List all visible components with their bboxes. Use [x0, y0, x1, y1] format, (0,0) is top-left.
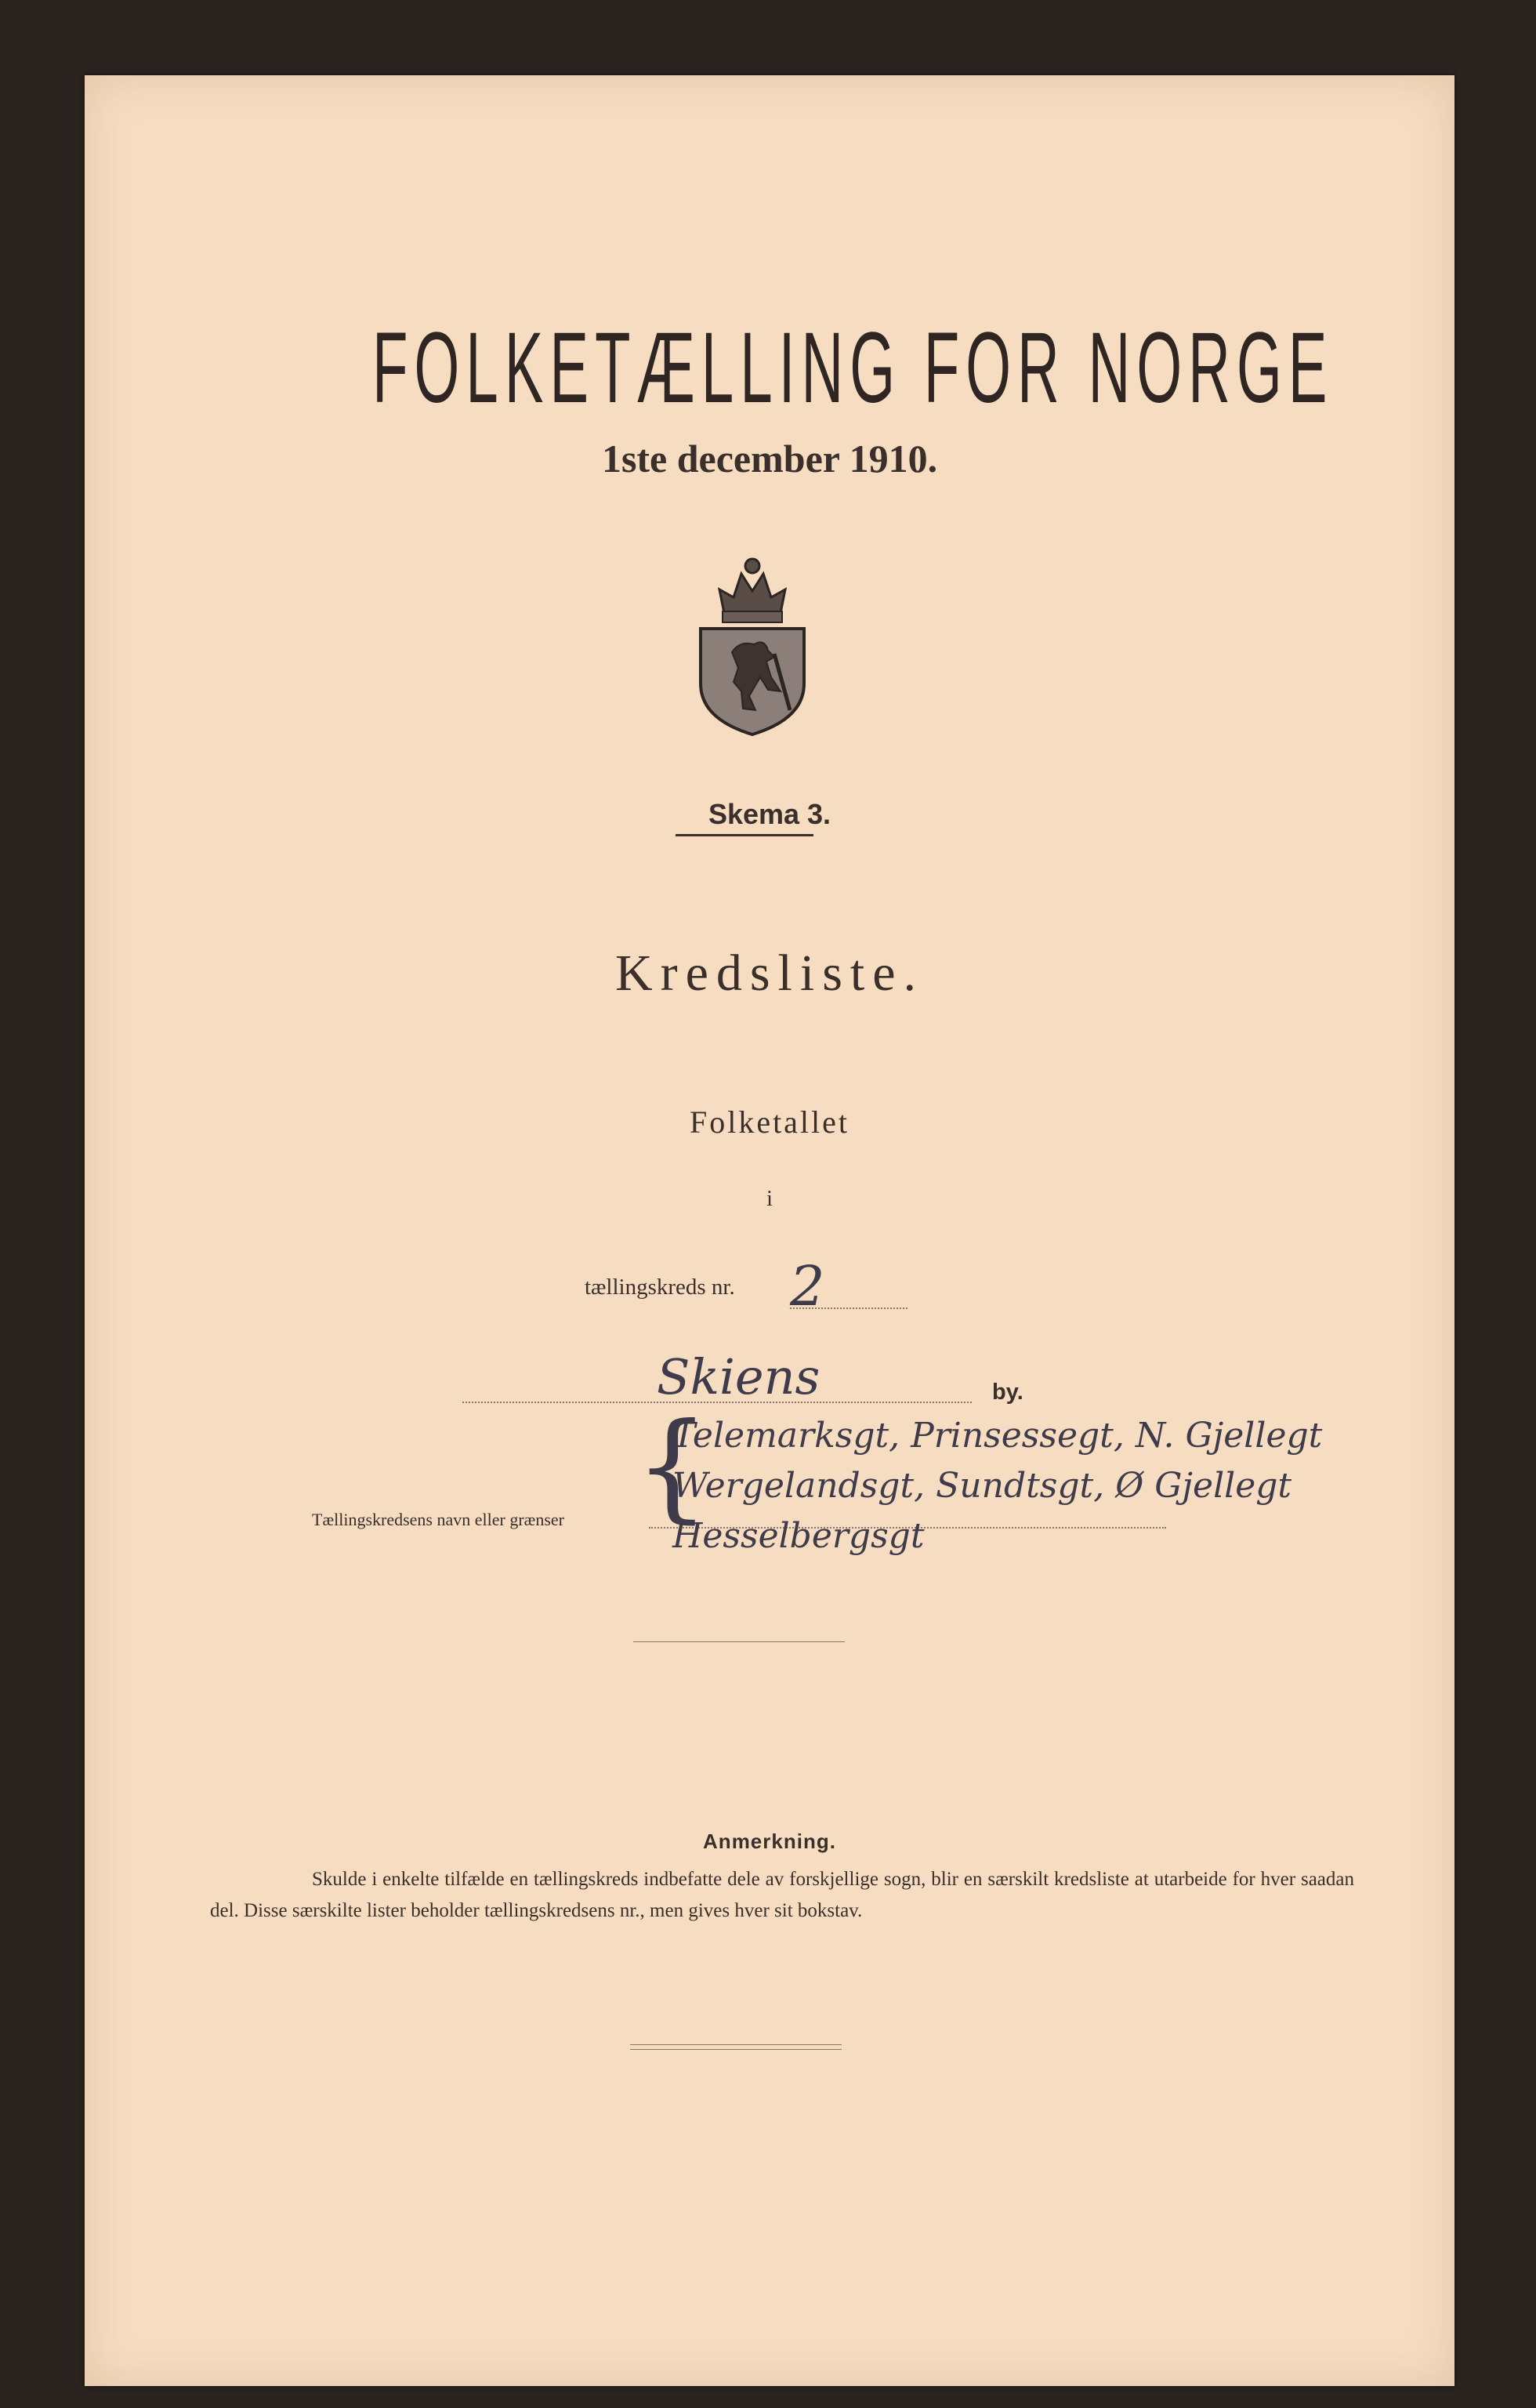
skema-number: Skema 3. — [708, 798, 831, 830]
kreds-number-value[interactable]: 2 — [790, 1254, 825, 1318]
folketallet-label: Folketallet — [689, 1104, 850, 1140]
grenser-line-2[interactable]: Wergelandsgt, Sundtsgt, Ø Gjellegt — [672, 1466, 1292, 1506]
skema-underline — [676, 834, 813, 836]
i-label: i — [766, 1187, 773, 1211]
note-text: Skulde i enkelte tilfælde en tællingskreds indbefatte dele av forskjellige sogn, blir en særskilt kredsliste at utarbeide for hver saadan del. Disse særskilte lister beholder tællingskredsens nr., men gives hver sit bokstav. — [210, 1869, 1354, 1921]
form-title: FOLKETÆLLING FOR NORGE — [372, 312, 1334, 424]
city-suffix: by. — [992, 1380, 1023, 1405]
census-form-page — [85, 75, 1454, 2386]
kreds-number-line — [790, 1307, 907, 1309]
closing-double-rule — [630, 2044, 842, 2050]
handwritten-bracket: { — [635, 1398, 710, 1535]
note-heading: Anmerkning. — [703, 1830, 836, 1853]
city-value[interactable]: Skiens — [657, 1348, 821, 1405]
section-divider — [633, 1641, 845, 1642]
grenser-line-1[interactable]: Telemarksgt, Prinsessegt, N. Gjellegt — [672, 1416, 1323, 1456]
grenser-line-3[interactable]: Hesselbergsgt — [672, 1516, 925, 1556]
form-heading: Kredsliste. — [614, 945, 925, 1002]
kreds-number-label: tællingskreds nr. — [585, 1275, 735, 1300]
norwegian-coat-of-arms-icon — [693, 542, 812, 737]
grenser-label: Tællingskredsens navn eller grænser — [312, 1510, 564, 1529]
census-date: 1ste december 1910. — [601, 437, 938, 481]
